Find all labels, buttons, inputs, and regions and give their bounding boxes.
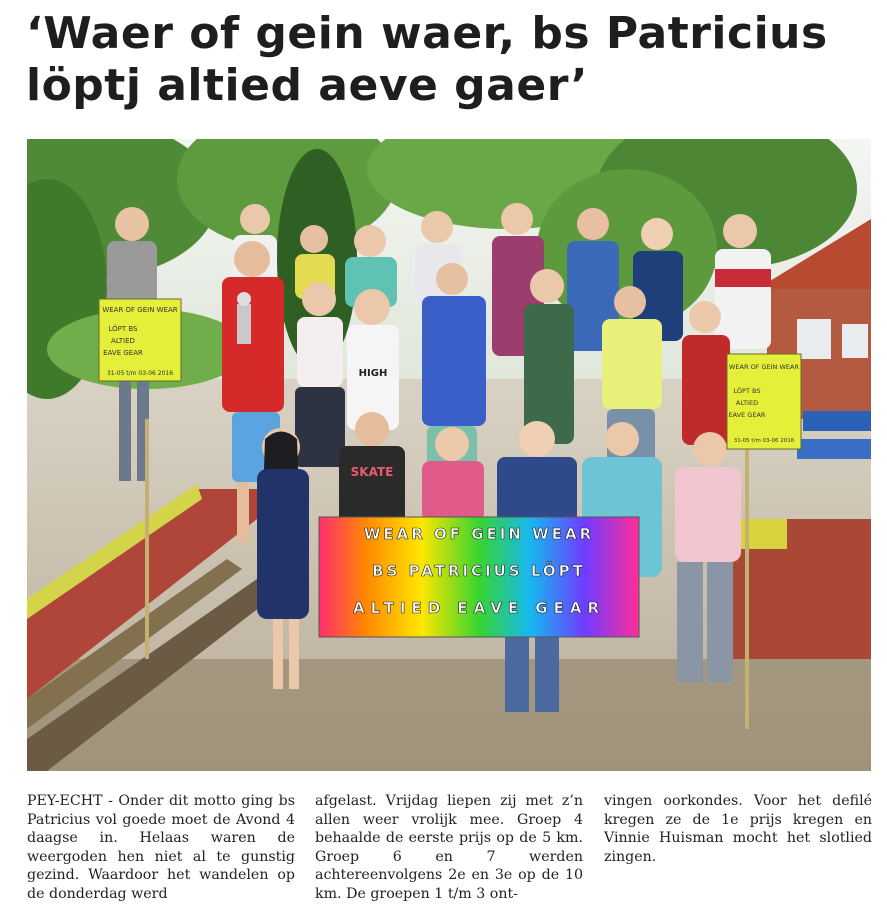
rainbow-banner: [319, 517, 639, 637]
article-column-2: afgelast. Vrijdag liepen zij met z’n allen weer vrolijk mee. Groep 4 behaalde de eerste prijs op de 5 km. Groep 6 en 7 werden achtereenvolgens 2e en 3e op de 10 km. De groepen 1 t/m 3 ont-: [315, 793, 583, 902]
sign-left-line-5: 31-05 t/m 03-06 2016: [106, 370, 174, 377]
group-photo: [27, 139, 871, 771]
sign-right-line-5: 31-05 t/m 03-06 2016: [733, 438, 795, 444]
sign-left-line-3: ALTIED: [111, 337, 135, 345]
banner-line-3: ALTIED EAVE GEAR: [352, 599, 606, 617]
trophy: [237, 292, 251, 344]
banner-line-2: BS PATRICIUS LÖPT: [372, 562, 586, 580]
sign-right-line-2: LÖPT BS: [733, 387, 761, 395]
article-column-1: PEY-ECHT - Onder dit motto ging bs Patricius vol goede moet de Avond 4 daagse in. Helaas waren de weergoden hen niet al te gunstig gezind. Waardoor het wandelen op de donderdag werd: [27, 793, 295, 902]
shirt-text-high: HIGH: [358, 368, 388, 379]
shirt-text-skate: SKATE: [350, 465, 394, 479]
sign-right-line-4: EAVE GEAR: [728, 411, 766, 419]
article-headline: ‘Waer of gein waer, bs Patricius löptj altied aeve gaer’: [26, 8, 828, 111]
sign-right-line-1: WEAR OF GEIN WEAR: [729, 363, 799, 371]
sign-left-line-1: WEAR OF GEIN WEAR: [102, 306, 178, 314]
sign-right-line-3: ALTIED: [735, 399, 759, 407]
banner-line-1: WEAR OF GEIN WEAR: [363, 525, 595, 543]
sign-left-line-2: LÖPT BS: [108, 325, 138, 333]
article-body: [27, 792, 871, 912]
sign-left-line-4: EAVE GEAR: [103, 349, 143, 357]
article-column-3: vingen oorkondes. Voor het defilé kregen ze de 1e prijs kregen en Vinnie Huisman mocht het slotlied zingen.: [604, 793, 872, 865]
